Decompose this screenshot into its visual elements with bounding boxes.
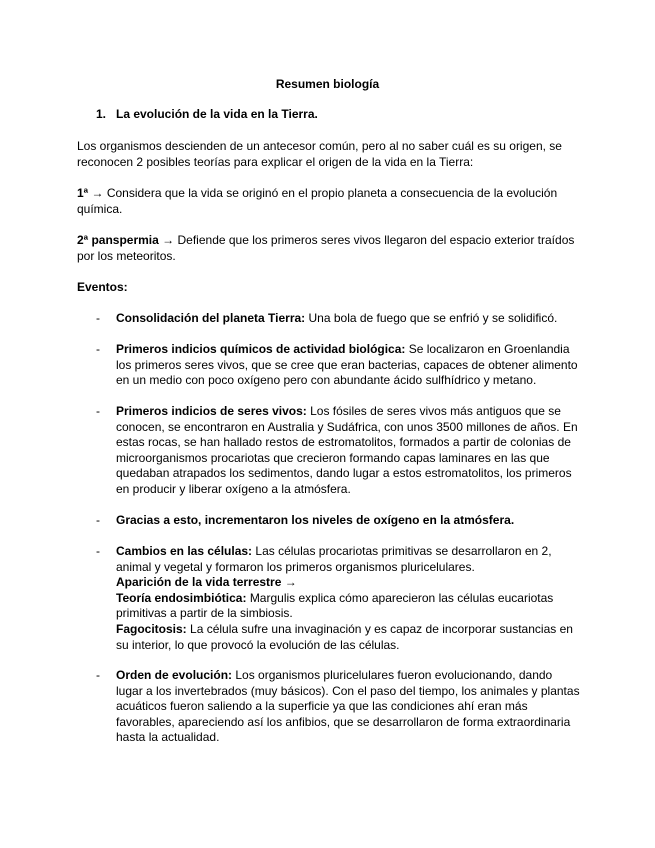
subheading-text: La célula sufre una invaginación y es capaz de incorporar sustancias en su interior, lo que provocó la evolución de las células. (116, 621, 573, 652)
event-item (96, 404, 582, 498)
event-label: Primeros indicios de seres vivos: (116, 404, 307, 418)
event-item (96, 311, 582, 327)
event-label: Consolidación del planeta Tierra: (116, 311, 306, 325)
document-title: Resumen biología (275, 77, 380, 91)
event-label: Cambios en las células: (116, 544, 253, 558)
subheading-vida-terrestre: Aparición de la vida terrestre → (116, 575, 297, 590)
event-text: Una bola de fuego que se enfrió y se solidificó. (308, 311, 558, 325)
subheading-label: Teoría endosimbiótica: (116, 590, 247, 605)
theory-1-paragraph (77, 186, 582, 217)
event-text: Se localizaron en Groenlandia los primeros seres vivos, que se cree que eran bacterias, capaces de obtener alimento en un medio con poco oxígeno pero con abundante ácido sulfhídrico y metano. (116, 342, 578, 388)
bullet-dash: - (96, 311, 100, 325)
event-item (96, 544, 582, 653)
section-heading (96, 107, 318, 123)
intro-paragraph: Los organismos descienden de un antecesor común, pero al no saber cuál es su origen, se reconocen 2 posibles teorías para explicar el origen de la vida en la Tierra: (77, 139, 562, 169)
event-text: Los organismos pluricelulares fueron evolucionando, dando lugar a los invertebrados (muy básicos). Con el paso del tiempo, los animales y plantas acuáticos fueron saliendo a la superficie ya que las condiciones ahí eran más favorables, apareciendo así los anfibios, que se desarrollaron de forma extraordinaria hasta la actualidad. (116, 668, 580, 745)
theory-1-text: Considera que la vida se originó en el propio planeta a consecuencia de la evolución química. (77, 186, 558, 216)
event-item (96, 342, 582, 389)
event-label: Orden de evolución: (116, 668, 233, 682)
event-text: Las células procariotas primitivas se desarrollaron en 2, animal y vegetal y formaron los primeros organismos pluricelulares. (116, 544, 552, 574)
event-item (96, 513, 582, 529)
bullet-dash: - (96, 513, 100, 527)
phagocytosis (116, 622, 582, 653)
subheading-text: Margulis explica cómo aparecieron las células eucariotas primitivas a partir de la simbiosis. (116, 590, 554, 621)
events-label: Eventos: (77, 280, 128, 294)
bullet-dash: - (96, 668, 100, 682)
theory-1-label: 1ª (77, 186, 89, 200)
subheading-label: Fagocitosis: (116, 621, 187, 636)
section-number: 1. (96, 107, 107, 121)
bullet-dash: - (96, 544, 100, 558)
event-text: Los fósiles de seres vivos más antiguos que se conocen, se encontraron en Australia y Sudáfrica, con unos 3500 millones de años. En estas rocas, se han hallado restos de estromatolitos, formados a partir de colonias de microorganismos procariotas que crecieron formando capas laminares en las que quedaban atrapados los sedimentos, dando lugar a estos estromatolitos, los primeros en producir y liberar oxígeno a la atmósfera. (116, 404, 578, 496)
bullet-dash: - (96, 342, 100, 356)
theory-2-label: 2ª panspermia (77, 233, 159, 247)
endosymbiotic-theory (116, 591, 582, 622)
theory-2-paragraph (77, 233, 582, 264)
event-item (96, 668, 582, 746)
theory-2-text: Defiende que los primeros seres vivos llegaron del espacio exterior traídos por los meteoritos. (77, 233, 575, 263)
event-label: Primeros indicios químicos de actividad biológica: (116, 342, 406, 356)
theory-1-arrow: → (91, 186, 104, 200)
event-label: Gracias a esto, incrementaron los niveles de oxígeno en la atmósfera. (116, 513, 515, 527)
theory-2-arrow: → (162, 233, 175, 247)
section-heading-text: La evolución de la vida en la Tierra. (116, 107, 318, 121)
bullet-dash: - (96, 404, 100, 418)
